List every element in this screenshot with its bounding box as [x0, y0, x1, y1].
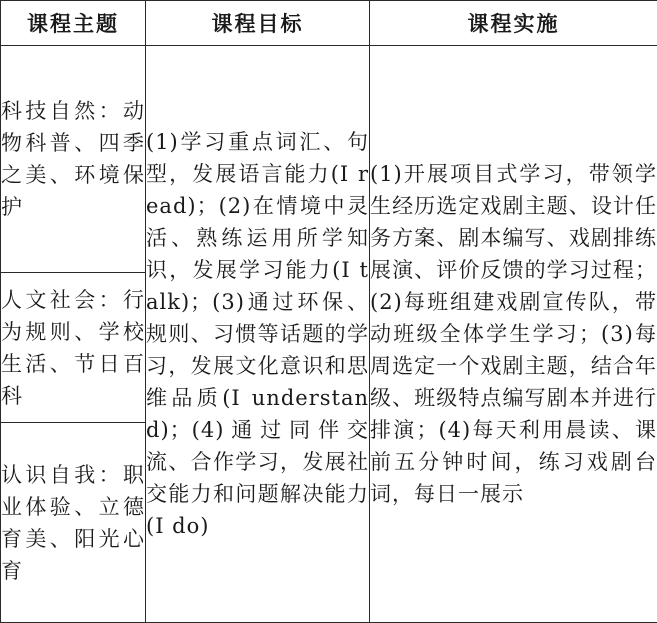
header-goal: 课程目标	[146, 1, 370, 46]
header-implementation: 课程实施	[370, 1, 657, 46]
header-theme: 课程主题	[1, 1, 146, 46]
header-row	[1, 1, 657, 46]
theme-cell-humanities-society: 人文社会：行为规则、学校生活、节日百科	[1, 273, 146, 423]
theme-cell-science-nature: 科技自然：动物科普、四季之美、环境保护	[1, 46, 146, 273]
theme-cell-self-awareness: 认识自我：职业体验、立德育美、阳光心育	[1, 423, 146, 623]
goal-cell: (1)学习重点词汇、句型，发展语言能力(I read)；(2)在情境中灵活、熟练运用所学知识，发展学习能力(I talk)；(3)通过环保、规则、习惯等话题的学习，发展文化意识和思维品质(I understand)；(4)通过同伴交流、合作学习，发展社交能力和问题解决能力(I do)	[146, 46, 370, 623]
table-row	[1, 46, 657, 273]
implementation-cell: (1)开展项目式学习，带领学生经历选定戏剧主题、设计任务方案、剧本编写、戏剧排练展演、评价反馈的学习过程；(2)每班组建戏剧宣传队，带动班级全体学生学习；(3)每周选定一个戏剧主题，结合年级、班级特点编写剧本并进行排演；(4)每天利用晨读、课前五分钟时间，练习戏剧台词，每日一展示	[370, 46, 657, 623]
